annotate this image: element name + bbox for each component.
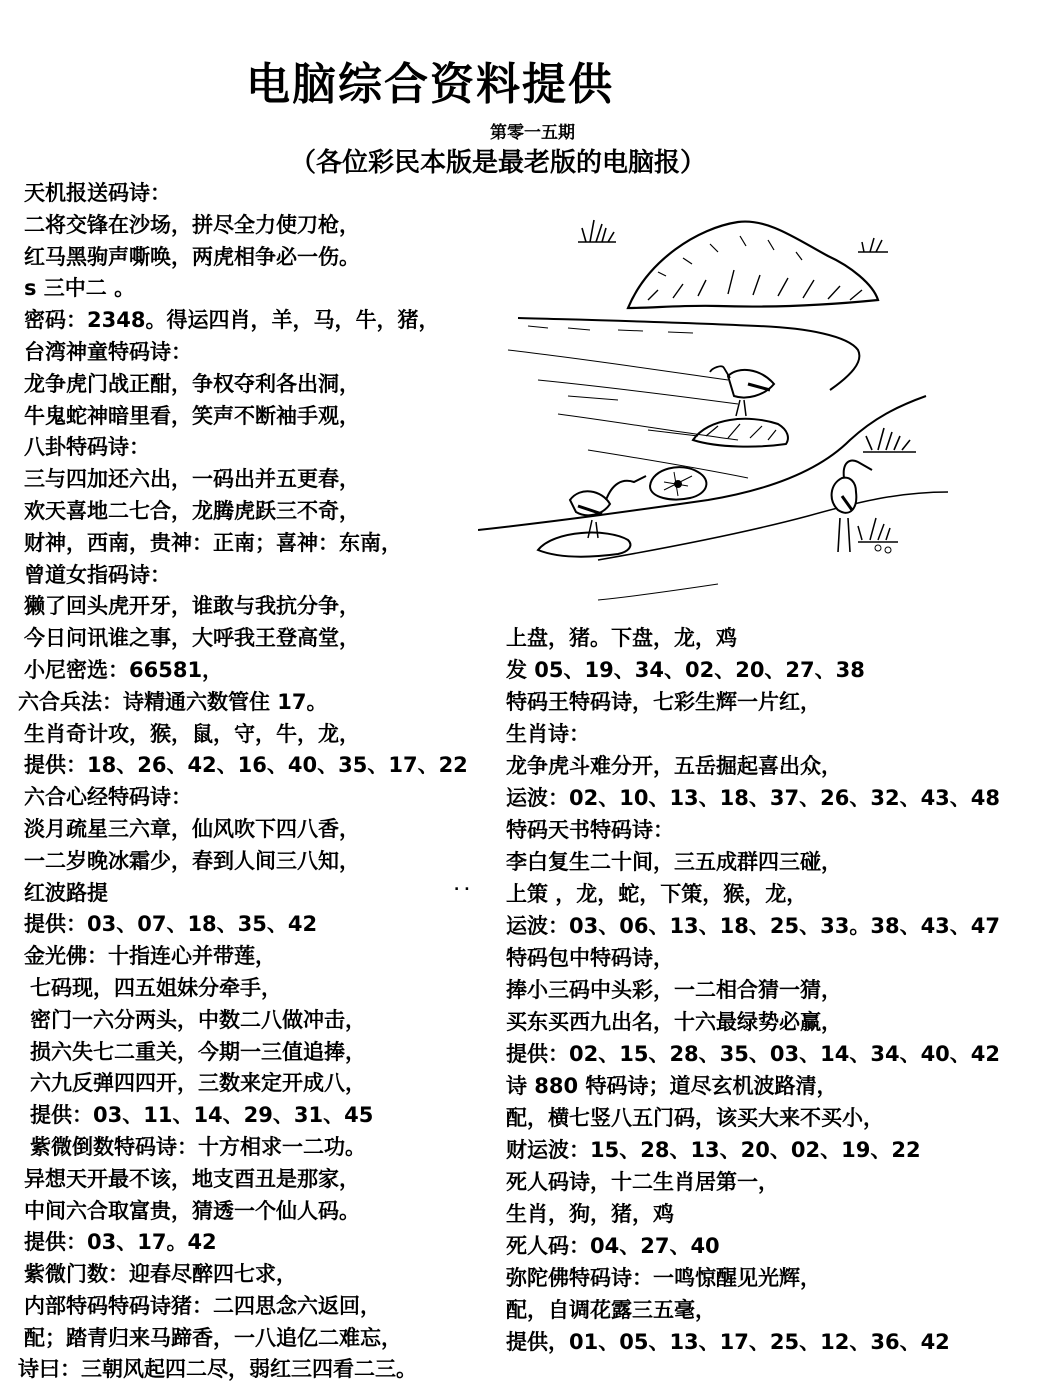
left-column-line: 天机报送码诗： xyxy=(24,181,171,205)
right-column-line: 财运波：15、28、13、20、02、19、22 xyxy=(506,1138,921,1162)
left-column-line: 六九反弹四四开，三数来定开成八， xyxy=(30,1071,366,1096)
left-column-line: 提供：03、11、14、29、31、45 xyxy=(30,1103,374,1128)
right-column-line: 提供：02、15、28、35、03、14、34、40、42 xyxy=(506,1042,1001,1066)
left-column-line: 异想天开最不该，地支酉丑是那家， xyxy=(24,1166,360,1191)
left-column-line: s 三中二 。 xyxy=(24,276,136,301)
right-column-line: 运波：02、10、13、18、37、26、32、43、48 xyxy=(506,786,1001,810)
left-column-line: 内部特码特码诗猪：二四思念六返回， xyxy=(24,1293,381,1318)
right-column-line: 死人码诗，十二生肖居第一， xyxy=(506,1170,779,1194)
left-column-line: 诗曰：三朝风起四二尽，弱红三四看二三。 xyxy=(18,1357,417,1382)
right-column-line: 上策 ，龙，蛇，下策，猴，龙， xyxy=(506,882,808,906)
right-column-line: 生肖，狗，猪，鸡 xyxy=(506,1202,674,1226)
left-column-line: 小尼密选：66581， xyxy=(24,657,224,682)
left-column-line: 八卦特码诗： xyxy=(24,435,150,460)
left-column-line: 三与四加还六出，一码出并五更春， xyxy=(24,467,360,492)
left-column-line: 曾道女指码诗： xyxy=(24,562,171,587)
left-column-line: 红波路提 xyxy=(24,880,108,905)
left-column-line: 财神，西南，贵神：正南；喜神：东南， xyxy=(24,530,402,555)
right-column-line: 运波：03、06、13、18、25、33。38、43、47 xyxy=(506,914,1001,938)
left-column-line: 牛鬼蛇神暗里看，笑声不断袖手观， xyxy=(24,403,360,428)
left-column-line: 生肖奇计攻，猴，鼠，守，牛，龙， xyxy=(24,721,360,746)
right-column-line: 提供，01、05、13、17、25、12、36、42 xyxy=(506,1330,950,1354)
left-column-line: 六合兵法：诗精通六数管住 17。 xyxy=(18,689,328,714)
left-column-line: 提供：03、17。42 xyxy=(24,1230,217,1255)
right-column-line: 生肖诗： xyxy=(506,722,590,746)
issue-number: 第零一五期 xyxy=(490,123,575,143)
page-subtitle: （各位彩民本版是最老版的电脑报） xyxy=(290,148,707,178)
left-column-line: 中间六合取富贵，猜透一个仙人码。 xyxy=(24,1198,360,1223)
left-column-line: 紫微门数：迎春尽醉四七求， xyxy=(24,1262,297,1287)
right-column-line: 特码包中特码诗， xyxy=(506,946,674,970)
left-column-line: 配；踏青归来马蹄香，一八追亿二难忘， xyxy=(24,1325,402,1350)
left-column-line: 金光佛：十指连心并带莲， xyxy=(24,944,276,969)
left-column-line: 七码现，四五姐妹分牵手， xyxy=(30,975,282,1000)
left-column-line: 欢天喜地二七合，龙腾虎跃三不奇， xyxy=(24,498,360,523)
left-text-column xyxy=(18,178,468,1386)
left-column-line: 獭了回头虎开牙，谁敢与我抗分争， xyxy=(24,594,360,619)
right-column-line: 特码王特码诗，七彩生辉一片红， xyxy=(506,690,821,714)
left-column-line: 一二岁晚冰霜少，春到人间三八知， xyxy=(24,848,360,873)
right-column-line: 弥陀佛特码诗：一鸣惊醒见光辉， xyxy=(506,1266,821,1290)
right-column-line: 捧小三码中头彩，一二相合猜一猜， xyxy=(506,978,842,1002)
left-column-line: 台湾神童特码诗： xyxy=(24,339,192,364)
right-column-line: 上盘，猪。下盘，龙，鸡 xyxy=(506,626,737,650)
right-column-line: 李白复生二十间，三五成群四三碰， xyxy=(506,850,842,874)
right-column-line: 死人码：04、27、40 xyxy=(506,1234,720,1258)
left-column-line: 提供：03、07、18、35、42 xyxy=(24,912,318,937)
right-column-line: 发 05、19、34、02、20、27、38 xyxy=(506,658,865,682)
left-column-line: 密码：2348。得运四肖，羊，马，牛，猪， xyxy=(24,308,440,333)
left-column-line: 龙争虎门战正酣，争权夺利各出洞， xyxy=(24,371,360,396)
left-column-line: 红马黑驹声嘶唤，两虎相争必一伤。 xyxy=(24,244,360,269)
page-title: 电脑综合资料提供 xyxy=(246,59,614,110)
stray-mark: . . xyxy=(454,878,470,894)
left-column-line: 二将交锋在沙场，拼尽全力使刀枪， xyxy=(24,212,360,237)
left-column-line: 淡月疏星三六章，仙风吹下四八香， xyxy=(24,816,360,841)
left-column-line: 紫微倒数特码诗：十方相求一二功。 xyxy=(30,1134,366,1159)
right-column-line: 配，横七竖八五门码，该买大来不买小， xyxy=(506,1106,884,1130)
right-text-column xyxy=(506,622,1000,1358)
right-column-line: 特码天书特码诗： xyxy=(506,818,674,842)
landscape-cranes-illustration xyxy=(478,200,998,608)
right-column-line: 诗 880 特码诗；道尽玄机波路清， xyxy=(506,1074,838,1098)
left-column-line: 提供：18、26、42、16、40、35、17、22 xyxy=(24,753,468,778)
right-column-line: 龙争虎斗难分开，五岳掘起喜出众， xyxy=(506,754,842,778)
left-column-line: 损六失七二重关，今期一三值追捧， xyxy=(30,1039,366,1064)
right-column-line: 配，自调花露三五毫， xyxy=(506,1298,716,1322)
left-column-line: 密门一六分两头，中数二八做冲击， xyxy=(30,1007,366,1032)
left-column-line: 今日问讯谁之事，大呼我王登高堂， xyxy=(24,626,360,651)
left-column-line: 六合心经特码诗： xyxy=(24,785,192,810)
right-column-line: 买东买西九出名，十六最绿势必赢， xyxy=(506,1010,842,1034)
